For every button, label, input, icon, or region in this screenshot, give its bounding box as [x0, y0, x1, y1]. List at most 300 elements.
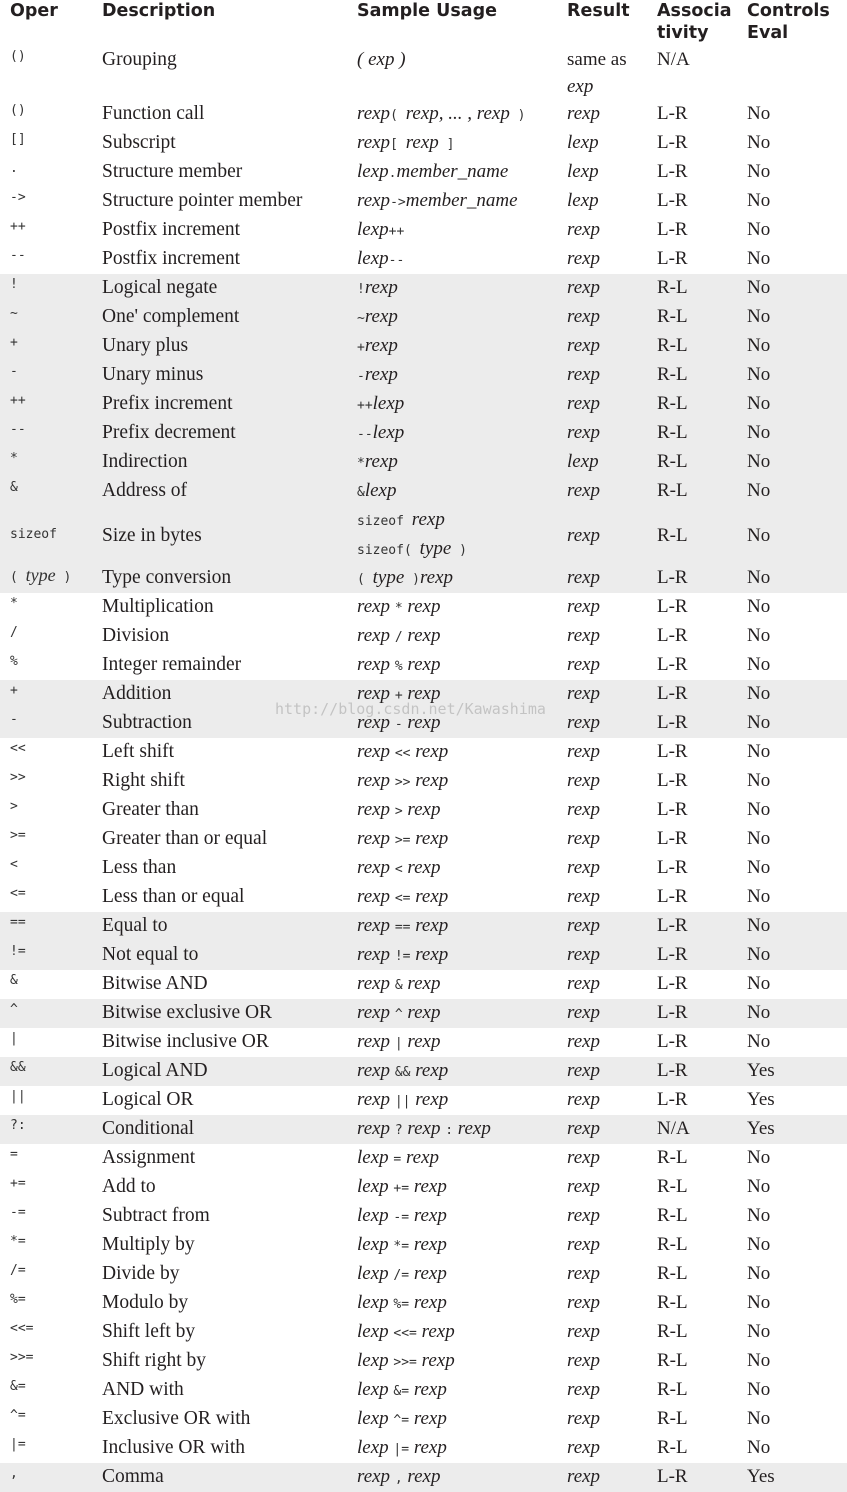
usage-line: [357, 941, 557, 970]
operator-cell: ~: [10, 306, 18, 321]
associativity-cell: L-R: [657, 132, 688, 153]
result-cell: rexp: [567, 277, 601, 298]
usage-line: [357, 477, 557, 506]
usage-operator: [: [390, 137, 406, 152]
usage-operand: rexp: [410, 770, 449, 791]
usage-line: [357, 129, 557, 158]
usage-operator: :: [445, 1123, 454, 1138]
result-cell: rexp: [567, 712, 601, 733]
operator-cell: (): [10, 49, 26, 64]
operator-cell: <<=: [10, 1321, 34, 1336]
watermark: http://blog.csdn.net/Kawashima: [275, 700, 546, 718]
result-cell: rexp: [567, 1002, 601, 1023]
table-row: [0, 1057, 847, 1086]
usage-operator: &&: [394, 1065, 411, 1080]
usage-operand: rexp: [410, 944, 449, 965]
sample-usage-cell: [347, 1289, 557, 1318]
usage-line: [357, 390, 557, 419]
result-cell: rexp: [567, 1147, 601, 1168]
result-cell: rexp: [567, 1060, 601, 1081]
description-cell: Structure member: [102, 161, 243, 182]
usage-operand: rexp: [357, 596, 395, 617]
header-oper: Oper: [10, 1, 58, 21]
usage-operand: lexp: [372, 422, 405, 443]
operator-cell: -: [10, 712, 18, 727]
usage-operator: *: [394, 601, 403, 616]
operator-cell: ||: [10, 1089, 26, 1104]
usage-operator: &: [357, 485, 365, 500]
operator-cell: <: [10, 857, 18, 872]
table-row: [0, 825, 847, 854]
description-cell: Unary minus: [102, 364, 204, 385]
result-cell: rexp: [567, 770, 601, 791]
usage-line: [357, 1376, 557, 1405]
sample-usage-cell: [347, 738, 557, 767]
usage-operator: ||: [394, 1094, 411, 1109]
usage-operator: <<: [394, 746, 411, 761]
table-row: [0, 448, 847, 477]
associativity-cell: L-R: [657, 1031, 688, 1052]
result-cell: rexp: [567, 596, 601, 617]
sample-usage-cell: [347, 796, 557, 825]
table-row: [0, 709, 847, 738]
associativity-cell: N/A: [657, 49, 690, 70]
controls-eval-cell: Yes: [747, 1118, 775, 1139]
associativity-cell: L-R: [657, 973, 688, 994]
description-cell: Type conversion: [102, 567, 232, 588]
associativity-cell: R-L: [657, 1176, 688, 1197]
table-row: [0, 419, 847, 448]
associativity-cell: L-R: [657, 828, 688, 849]
associativity-cell: L-R: [657, 625, 688, 646]
usage-operator: --: [388, 253, 405, 268]
usage-operand: rexp: [410, 741, 449, 762]
usage-operand: rexp: [409, 1292, 447, 1313]
usage-operand: lexp: [372, 393, 405, 414]
associativity-cell: L-R: [657, 654, 688, 675]
usage-operator: +: [357, 340, 365, 355]
usage-operator: |: [394, 1036, 403, 1051]
usage-operand: rexp: [357, 915, 395, 936]
controls-eval-cell: No: [747, 393, 771, 414]
usage-operator: ^=: [393, 1413, 410, 1428]
controls-eval-cell: No: [747, 524, 771, 546]
table-row: [0, 941, 847, 970]
header-controls-line1: Controls: [747, 1, 830, 21]
associativity-cell: R-L: [657, 524, 688, 546]
operator-cell: %=: [10, 1292, 26, 1307]
usage-operator: -: [357, 369, 365, 384]
operator-cell: /: [10, 625, 18, 640]
associativity-cell: R-L: [657, 1234, 688, 1255]
associativity-cell: L-R: [657, 683, 688, 704]
usage-operand: rexp: [402, 1466, 441, 1487]
usage-line: [357, 651, 557, 680]
usage-operand: rexp: [409, 1437, 447, 1458]
sample-usage-cell: [347, 825, 557, 854]
associativity-cell: R-L: [657, 1147, 688, 1168]
result-cell: rexp: [567, 625, 601, 646]
table-row: [0, 1260, 847, 1289]
associativity-cell: L-R: [657, 596, 688, 617]
table-row: [0, 912, 847, 941]
usage-operand: rexp: [410, 1089, 449, 1110]
sample-usage-cell: [347, 883, 557, 912]
usage-operand: rexp: [411, 509, 445, 530]
usage-operand: member_name: [405, 190, 518, 211]
header-controls-eval: [737, 0, 847, 46]
result-cell: rexp: [567, 683, 601, 704]
operator-cell: %: [10, 654, 18, 669]
table-row: [0, 187, 847, 216]
result-cell: rexp: [567, 1321, 601, 1342]
operator-cell: &: [10, 480, 18, 495]
controls-eval-cell: No: [747, 1002, 771, 1023]
description-cell: Prefix increment: [102, 393, 233, 414]
description-cell: Integer remainder: [102, 654, 242, 675]
usage-operand: rexp: [402, 1118, 446, 1139]
controls-eval-cell: No: [747, 712, 771, 733]
description-cell: Bitwise inclusive OR: [102, 1031, 269, 1052]
usage-operator: ^: [394, 1007, 403, 1022]
usage-operand: lexp: [357, 1408, 394, 1429]
operator-cell: ->: [10, 190, 26, 205]
description-cell: Logical OR: [102, 1089, 194, 1110]
associativity-cell: R-L: [657, 364, 688, 385]
operator-cell: +: [10, 683, 18, 698]
table-row: [0, 1086, 847, 1115]
usage-line: [357, 1115, 557, 1144]
usage-operand: lexp: [357, 1147, 394, 1168]
usage-operator: ?: [394, 1123, 403, 1138]
sample-usage-cell: [347, 419, 557, 448]
usage-operator: &=: [393, 1384, 410, 1399]
operator-cell: |=: [10, 1437, 26, 1452]
operator-cell: ^: [10, 1002, 18, 1017]
usage-operator: &: [394, 978, 403, 993]
usage-line: [357, 332, 557, 361]
sample-usage-cell: [347, 1347, 557, 1376]
usage-operand: lexp: [357, 161, 389, 182]
table-row: [0, 46, 847, 100]
usage-operator: -: [394, 717, 403, 732]
usage-operand: rexp: [410, 915, 449, 936]
result-cell: rexp: [567, 1118, 601, 1139]
operator-cell: ?:: [10, 1118, 26, 1133]
operator-cell: ==: [10, 915, 26, 930]
associativity-cell: R-L: [657, 451, 688, 472]
result-cell: rexp: [567, 480, 601, 501]
usage-operand: rexp: [402, 712, 441, 733]
table-row: [0, 100, 847, 129]
usage-operator: ++: [388, 224, 405, 239]
usage-line: [357, 216, 557, 245]
description-cell: Comma: [102, 1466, 164, 1487]
usage-operand: rexp: [357, 1118, 395, 1139]
sample-usage-cell: [347, 245, 557, 274]
operator-cell: <<: [10, 741, 26, 756]
associativity-cell: L-R: [657, 915, 688, 936]
controls-eval-cell: No: [747, 480, 771, 501]
description-cell: One' complement: [102, 306, 240, 327]
operator-cell: >: [10, 799, 18, 814]
usage-operand: lexp: [364, 480, 397, 501]
sample-usage-cell: [347, 680, 557, 709]
usage-operator: ): [509, 108, 526, 123]
result-cell: rexp: [567, 103, 601, 124]
operator-cell: !=: [10, 944, 26, 959]
usage-line: [357, 245, 557, 274]
usage-operand: rexp: [357, 1060, 395, 1081]
usage-operator: >>=: [393, 1355, 417, 1370]
controls-eval-cell: No: [747, 451, 771, 472]
result-cell: rexp: [567, 828, 601, 849]
controls-eval-cell: No: [747, 277, 771, 298]
description-cell: Subtraction: [102, 712, 192, 733]
usage-operand: rexp: [416, 1321, 455, 1342]
header-controls-line2: Eval: [747, 23, 789, 43]
sample-usage-cell: [347, 912, 557, 941]
operator-cell: ( type ): [10, 565, 72, 585]
usage-line: [357, 1463, 557, 1492]
operator-cell: ++: [10, 219, 26, 234]
result-cell: rexp: [567, 1176, 601, 1197]
usage-operator: ++: [357, 398, 373, 413]
usage-operand: rexp: [364, 451, 398, 472]
associativity-cell: N/A: [657, 1118, 690, 1139]
usage-operand: rexp: [409, 1176, 447, 1197]
usage-operand: rexp: [357, 828, 395, 849]
result-cell: rexp: [567, 422, 601, 443]
result-cell: lexp: [567, 451, 599, 472]
usage-line: [357, 303, 557, 332]
table-row: [0, 1115, 847, 1144]
table-row: [0, 1405, 847, 1434]
table-body: [0, 46, 847, 1492]
table-header: [0, 0, 847, 46]
controls-eval-cell: No: [747, 422, 771, 443]
usage-line: [357, 1144, 557, 1173]
usage-operand: lexp: [357, 1350, 394, 1371]
usage-operand: type: [419, 538, 452, 559]
operator-cell: &&: [10, 1060, 26, 1075]
usage-operator: <: [394, 862, 403, 877]
table-row: [0, 854, 847, 883]
operator-cell: !: [10, 277, 18, 292]
description-cell: Exclusive OR with: [102, 1408, 251, 1429]
controls-eval-cell: No: [747, 770, 771, 791]
controls-eval-cell: No: [747, 1234, 771, 1255]
table-row: [0, 1347, 847, 1376]
controls-eval-cell: No: [747, 103, 771, 124]
usage-operand: rexp: [357, 1089, 395, 1110]
usage-operator: %=: [393, 1297, 410, 1312]
operator-cell: --: [10, 422, 26, 437]
sample-usage-cell: [347, 1057, 557, 1086]
table-row: [0, 1144, 847, 1173]
sample-usage-cell: [347, 448, 557, 477]
result-cell: rexp: [567, 915, 601, 936]
controls-eval-cell: No: [747, 799, 771, 820]
usage-operand: rexp: [364, 277, 398, 298]
description-cell: Shift right by: [102, 1350, 207, 1371]
usage-operand: rexp, ... , rexp: [405, 103, 510, 124]
usage-operand: lexp: [357, 1263, 394, 1284]
table-row: [0, 680, 847, 709]
result-cell: rexp: [567, 567, 601, 588]
sample-usage-cell: [347, 941, 557, 970]
controls-eval-cell: No: [747, 625, 771, 646]
controls-eval-cell: No: [747, 1408, 771, 1429]
associativity-cell: R-L: [657, 1205, 688, 1226]
description-cell: Bitwise AND: [102, 973, 208, 994]
usage-operand: rexp: [402, 625, 441, 646]
usage-line: [357, 593, 557, 622]
usage-line: [357, 1405, 557, 1434]
usage-operand: rexp: [410, 1060, 449, 1081]
usage-operand: type: [372, 567, 405, 588]
controls-eval-cell: No: [747, 944, 771, 965]
controls-eval-cell: No: [747, 915, 771, 936]
controls-eval-cell: No: [747, 1263, 771, 1284]
usage-operand: ): [394, 49, 406, 70]
controls-eval-cell: Yes: [747, 1466, 775, 1487]
result-cell: rexp: [567, 524, 601, 546]
usage-operator: --: [357, 427, 373, 442]
description-cell: Postfix increment: [102, 219, 241, 240]
result-cell: rexp: [567, 799, 601, 820]
usage-line: [357, 1347, 557, 1376]
description-cell: Conditional: [102, 1118, 195, 1139]
usage-operand: lexp: [357, 1379, 394, 1400]
operator-cell: ,: [10, 1466, 18, 1481]
operator-cell: sizeof: [10, 527, 57, 542]
table-row: [0, 361, 847, 390]
sample-usage-cell: [347, 477, 557, 506]
operator-cell: ++: [10, 393, 26, 408]
usage-line: [357, 506, 557, 535]
description-cell: Indirection: [102, 451, 188, 472]
description-cell: Left shift: [102, 741, 175, 762]
associativity-cell: R-L: [657, 393, 688, 414]
usage-operator: <<=: [393, 1326, 417, 1341]
usage-operator: *=: [393, 1239, 410, 1254]
usage-line: [357, 100, 557, 129]
associativity-cell: R-L: [657, 1350, 688, 1371]
usage-line: [357, 825, 557, 854]
usage-operand: rexp: [364, 335, 398, 356]
controls-eval-cell: No: [747, 1350, 771, 1371]
usage-operator: !: [357, 282, 365, 297]
usage-operand: rexp: [410, 828, 449, 849]
sample-usage-cell: [347, 1318, 557, 1347]
description-cell: Not equal to: [102, 944, 199, 965]
result-cell: rexp: [567, 1292, 601, 1313]
associativity-cell: L-R: [657, 1089, 688, 1110]
usage-operand: rexp: [402, 1002, 441, 1023]
table-row: [0, 274, 847, 303]
associativity-cell: R-L: [657, 480, 688, 501]
controls-eval-cell: No: [747, 567, 771, 588]
usage-operand: rexp: [402, 1031, 441, 1052]
description-cell: Greater than: [102, 799, 199, 820]
result-cell: rexp: [567, 654, 601, 675]
description-cell: Function call: [102, 103, 205, 124]
associativity-cell: L-R: [657, 741, 688, 762]
sample-usage-cell: [347, 187, 557, 216]
sample-usage-cell: [347, 767, 557, 796]
usage-operator: ]: [438, 137, 455, 152]
table-row: [0, 593, 847, 622]
usage-operand: (: [357, 49, 369, 70]
usage-operand: rexp: [409, 1263, 447, 1284]
sample-usage-cell: [347, 593, 557, 622]
operator-cell: >>=: [10, 1350, 34, 1365]
description-cell: Logical negate: [102, 277, 218, 298]
result-line: same as: [567, 49, 627, 70]
description-cell: Subscript: [102, 132, 176, 153]
table-row: [0, 1289, 847, 1318]
usage-operand: rexp: [409, 1379, 447, 1400]
usage-operand: rexp: [357, 625, 395, 646]
sample-usage-cell: [347, 274, 557, 303]
controls-eval-cell: No: [747, 1437, 771, 1458]
usage-operator: %: [394, 659, 403, 674]
associativity-cell: L-R: [657, 944, 688, 965]
operator-cell: -=: [10, 1205, 26, 1220]
sample-usage-cell: [347, 622, 557, 651]
description-cell: Less than: [102, 857, 177, 878]
usage-line: [357, 1318, 557, 1347]
associativity-cell: R-L: [657, 1408, 688, 1429]
associativity-cell: R-L: [657, 277, 688, 298]
usage-line: [357, 680, 557, 709]
type-placeholder: type: [25, 565, 56, 585]
usage-operand: rexp: [402, 973, 441, 994]
table-row: [0, 1318, 847, 1347]
result-cell: rexp: [567, 393, 601, 414]
description-cell: Prefix decrement: [102, 422, 236, 443]
table-row: [0, 1231, 847, 1260]
controls-eval-cell: No: [747, 596, 771, 617]
usage-line: [357, 274, 557, 303]
usage-line: [357, 1086, 557, 1115]
usage-operator: ==: [394, 920, 411, 935]
usage-line: [357, 1202, 557, 1231]
usage-operand: rexp: [357, 654, 395, 675]
usage-operator: ->: [390, 195, 406, 210]
associativity-cell: R-L: [657, 1379, 688, 1400]
description-cell: Structure pointer member: [102, 190, 303, 211]
controls-eval-cell: No: [747, 973, 771, 994]
operator-cell: &=: [10, 1379, 26, 1394]
usage-line: [357, 738, 557, 767]
sample-usage-cell: [347, 1434, 557, 1463]
description-cell: Less than or equal: [102, 886, 245, 907]
sample-usage-cell: [347, 390, 557, 419]
description-cell: Shift left by: [102, 1321, 196, 1342]
description-cell: Logical AND: [102, 1060, 208, 1081]
description-cell: Postfix increment: [102, 248, 241, 269]
result-cell: rexp: [567, 741, 601, 762]
description-cell: Greater than or equal: [102, 828, 268, 849]
usage-operand: rexp: [409, 1408, 447, 1429]
result-cell: [557, 46, 647, 100]
usage-operand: lexp: [357, 1321, 394, 1342]
header-assoc-line2: tivity: [657, 23, 709, 43]
usage-operand: rexp: [357, 190, 391, 211]
description-cell: Multiply by: [102, 1234, 195, 1255]
